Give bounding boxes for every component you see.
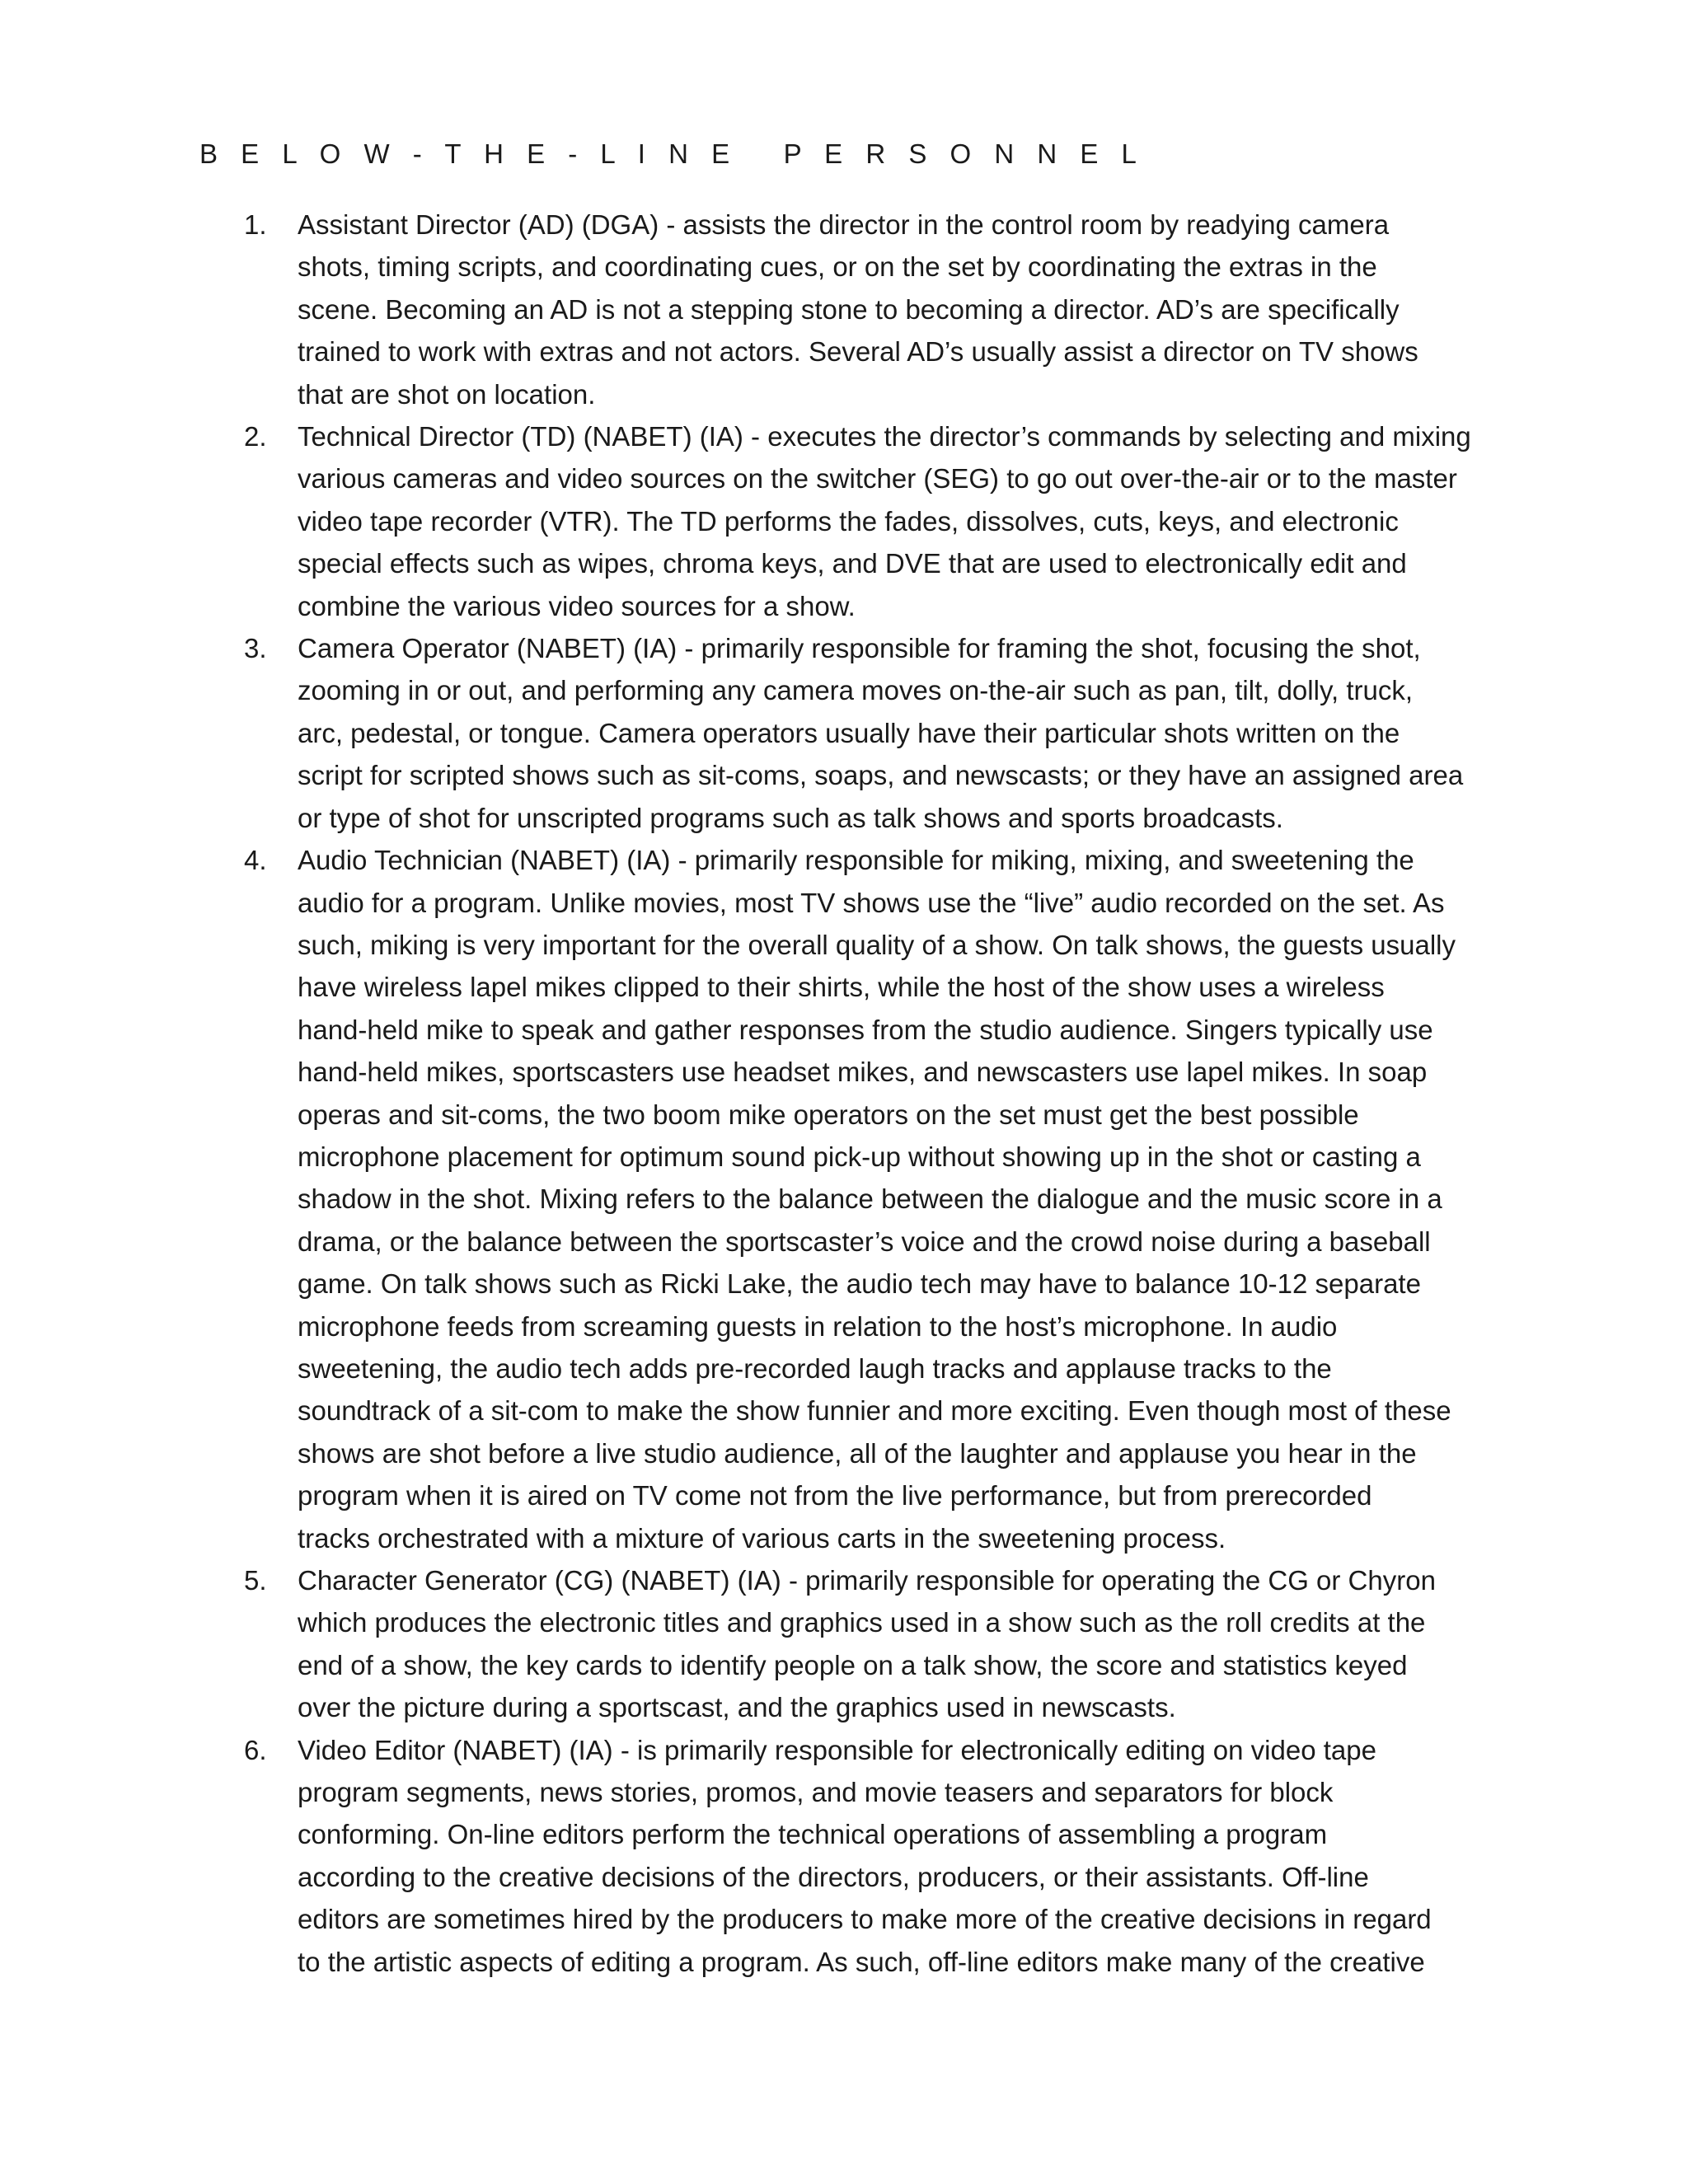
item-text-line: shows are shot before a live studio audience, all of the laughter and applause you hear in the (298, 1437, 1417, 1469)
item-text-line: Video Editor (NABET) (IA) - is primarily responsible for electronically editing on video tape (298, 1734, 1376, 1765)
item-text-line: operas and sit-coms, the two boom mike operators on the set must get the best possible (298, 1099, 1359, 1130)
item-text-line: script for scripted shows such as sit-coms, soaps, and newscasts; or they have an assigned area (298, 760, 1464, 791)
item-text-line: soundtrack of a sit-com to make the show funnier and more exciting. Even though most of these (298, 1395, 1451, 1427)
item-text-line: microphone placement for optimum sound pick-up without showing up in the shot or casting a (298, 1141, 1421, 1172)
item-text-line: conforming. On-line editors perform the technical operations of assembling a program (298, 1819, 1328, 1850)
page-heading: B E L O W - T H E - L I N E P E R S O N N E L (199, 138, 1145, 169)
item-number: 1. (244, 209, 267, 240)
item-text-line: tracks orchestrated with a mixture of various carts in the sweetening process. (298, 1522, 1226, 1554)
item-text-line: trained to work with extras and not actors. Several AD’s usually assist a director on TV shows (298, 336, 1418, 368)
item-text-line: combine the various video sources for a show. (298, 590, 856, 621)
list-item (0, 204, 1509, 415)
item-text-line: have wireless lapel mikes clipped to their shirts, while the host of the show uses a wireless (298, 972, 1385, 1003)
list-item (0, 839, 1509, 1559)
item-text-line: shots, timing scripts, and coordinating cues, or on the set by coordinating the extras in the (298, 251, 1377, 283)
item-text-line: game. On talk shows such as Ricki Lake, the audio tech may have to balance 10-12 separate (298, 1268, 1421, 1300)
list-item (0, 415, 1509, 627)
item-text-line: sweetening, the audio tech adds pre-recorded laugh tracks and applause tracks to the (298, 1352, 1332, 1384)
item-text-line: scene. Becoming an AD is not a stepping stone to becoming a director. AD’s are specifically (298, 293, 1400, 325)
item-number: 6. (244, 1734, 267, 1765)
item-text-line: arc, pedestal, or tongue. Camera operators usually have their particular shots written on the (298, 717, 1400, 748)
item-text-line: Technical Director (TD) (NABET) (IA) - executes the director’s commands by selecting and mixing (298, 421, 1471, 452)
item-number: 2. (244, 421, 267, 452)
item-text-line: program when it is aired on TV come not from the live performance, but from prerecorded (298, 1480, 1372, 1511)
list-item (0, 627, 1509, 839)
item-number: 4. (244, 845, 267, 876)
item-text-line: that are shot on location. (298, 378, 596, 410)
item-text-line: video tape recorder (VTR). The TD performs the fades, dissolves, cuts, keys, and electronic (298, 505, 1399, 537)
item-text-line: which produces the electronic titles and graphics used in a show such as the roll credits at the (298, 1607, 1426, 1638)
item-text-line: hand-held mikes, sportscasters use headset mikes, and newscasters use lapel mikes. In soap (298, 1057, 1428, 1088)
item-number: 3. (244, 633, 267, 664)
item-text-line: program segments, news stories, promos, and movie teasers and separators for block (298, 1777, 1334, 1808)
item-text-line: special effects such as wipes, chroma keys, and DVE that are used to electronically edit and (298, 548, 1407, 579)
item-text-line: editors are sometimes hired by the producers to make more of the creative decisions in regard (298, 1904, 1432, 1935)
item-text-line: to the artistic aspects of editing a program. As such, off-line editors make many of the creative (298, 1946, 1425, 1977)
item-text-line: various cameras and video sources on the switcher (SEG) to go out over-the-air or to the master (298, 463, 1457, 494)
item-text-line: microphone feeds from screaming guests in relation to the host’s microphone. In audio (298, 1310, 1338, 1342)
item-text-line: over the picture during a sportscast, and the graphics used in newscasts. (298, 1692, 1176, 1723)
item-text-line: Character Generator (CG) (NABET) (IA) - primarily responsible for operating the CG or Chyron (298, 1565, 1436, 1596)
item-text-line: such, miking is very important for the overall quality of a show. On talk shows, the guests usually (298, 929, 1456, 960)
item-number: 5. (244, 1565, 267, 1596)
item-text-line: drama, or the balance between the sportscaster’s voice and the crowd noise during a baseball (298, 1226, 1431, 1257)
item-text-line: according to the creative decisions of the directors, producers, or their assistants. Off-line (298, 1861, 1369, 1892)
item-text-line: zooming in or out, and performing any camera moves on-the-air such as pan, tilt, dolly, truck, (298, 675, 1414, 706)
list-item (0, 1559, 1509, 1729)
item-text-line: Assistant Director (AD) (DGA) - assists the director in the control room by readying camera (298, 209, 1390, 240)
item-text-line: Audio Technician (NABET) (IA) - primarily responsible for miking, mixing, and sweetening the (298, 845, 1414, 876)
item-text-line: shadow in the shot. Mixing refers to the balance between the dialogue and the music score in a (298, 1183, 1442, 1215)
item-text-line: or type of shot for unscripted programs such as talk shows and sports broadcasts. (298, 802, 1283, 833)
item-text-line: Camera Operator (NABET) (IA) - primarily responsible for framing the shot, focusing the shot, (298, 633, 1421, 664)
list-item (0, 1729, 1509, 1983)
item-text-line: audio for a program. Unlike movies, most TV shows use the “live” audio recorded on the set. As (298, 887, 1445, 918)
personnel-list (0, 204, 1688, 1983)
item-text-line: hand-held mike to speak and gather responses from the studio audience. Singers typically use (298, 1014, 1433, 1045)
item-text-line: end of a show, the key cards to identify people on a talk show, the score and statistics keyed (298, 1649, 1408, 1680)
